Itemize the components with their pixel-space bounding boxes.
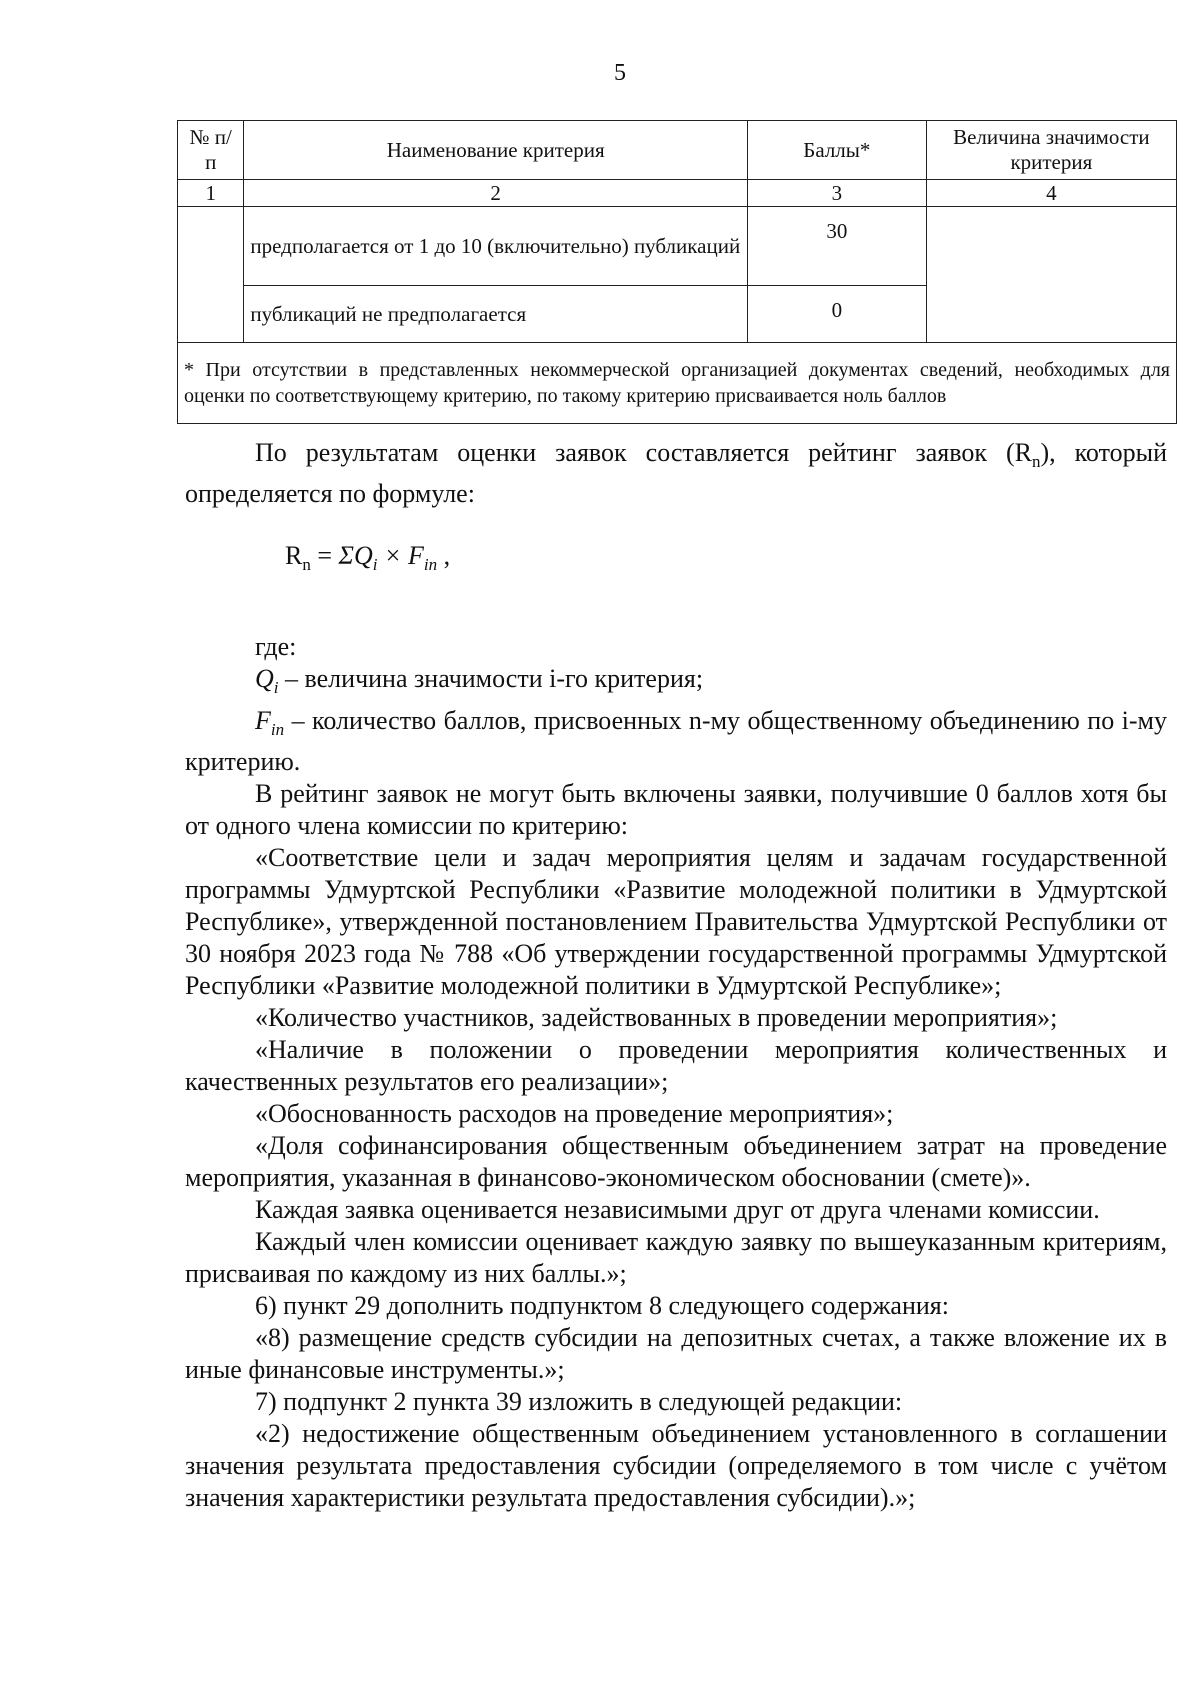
- paragraph-q-definition: [185, 663, 1167, 704]
- row-score: 30: [747, 207, 926, 286]
- criterion-item: «Доля софинансирования общественным объединением затрат на проведение мероприятия, указанная в финансово-экономическом обосновании (смете)».: [185, 1130, 1167, 1192]
- criterion-item: «Количество участников, задействованных в проведении мероприятия»;: [255, 1002, 1058, 1032]
- col-number-1: 1: [178, 180, 244, 207]
- criterion-item: «Наличие в положении о проведении мероприятия количественных и качественных результатов его реализации»;: [185, 1034, 1167, 1096]
- text-span: ), который определяется по формуле:: [185, 438, 1167, 509]
- row-criterion-name: публикаций не предполагается: [244, 286, 748, 343]
- subscript: n: [302, 555, 311, 575]
- subscript: i: [372, 555, 378, 575]
- paragraph-each-application: Каждая заявка оценивается независимыми друг от друга членами комиссии.: [255, 1194, 1100, 1224]
- formula-symbol: × F: [377, 541, 424, 571]
- paragraph-rating-exclusion: В рейтинг заявок не могут быть включены заявки, получившие 0 баллов хотя бы от одного члена комиссии по критерию:: [185, 778, 1167, 840]
- row-score: 0: [747, 286, 926, 343]
- paragraph-item-6-quote: «8) размещение средств субсидии на депозитных счетах, а также вложение их в иные финансовые инструменты.»;: [185, 1322, 1167, 1384]
- criterion-item: «Обоснованность расходов на проведение мероприятия»;: [255, 1098, 894, 1128]
- table-cell-empty: [926, 207, 1176, 343]
- header-weight: Величина значимости критерия: [926, 121, 1176, 180]
- paragraph-item-7-quote: «2) недостижение общественным объединением установленного в соглашении значения результата предоставления субсидии (определяемого в том числе с учётом значения характеристики результата предоставления субсидии).»;: [185, 1418, 1167, 1512]
- text-span: – величина значимости i-го критерия;: [278, 664, 704, 694]
- formula-symbol: ΣQ: [338, 541, 373, 571]
- page-number: 5: [614, 60, 626, 86]
- rating-formula: [285, 540, 1167, 581]
- document-body: [185, 437, 1167, 1514]
- paragraph-f-definition: [185, 705, 1167, 778]
- row-criterion-name: предполагается от 1 до 10 (включительно) публикаций: [244, 207, 748, 286]
- table-header-row: [178, 121, 1177, 180]
- paragraph-item-7: 7) подпункт 2 пункта 39 изложить в следующей редакции:: [255, 1386, 903, 1416]
- table-row: [178, 207, 1177, 286]
- criteria-table: [177, 120, 1177, 424]
- col-number-3: 3: [747, 180, 926, 207]
- col-number-2: 2: [244, 180, 748, 207]
- header-score: Баллы*: [747, 121, 926, 180]
- paragraph-item-6: 6) пункт 29 дополнить подпунктом 8 следующего содержания:: [255, 1290, 949, 1320]
- col-number-4: 4: [926, 180, 1176, 207]
- formula-symbol: R: [285, 541, 303, 571]
- table-footnote-row: [178, 343, 1177, 424]
- subscript: n: [1031, 452, 1041, 472]
- paragraph-rating-intro: [185, 437, 1167, 510]
- text-span: По результатам оценки заявок составляется рейтинг заявок (R: [255, 438, 1032, 467]
- formula-symbol: Q: [255, 664, 274, 694]
- formula-symbol: =: [310, 541, 339, 571]
- table-cell-empty: [178, 207, 244, 343]
- subscript: in: [423, 555, 438, 575]
- header-criterion-name: Наименование критерия: [244, 121, 748, 180]
- subscript: i: [273, 678, 279, 698]
- subscript: in: [270, 719, 285, 739]
- text-span: – количество баллов, присвоенных n-му общественному объединению по i-му критерию.: [185, 705, 1167, 776]
- criterion-item: «Соответствие цели и задач мероприятия целям и задачам государственной программы Удмуртской Республики «Развитие молодежной политики в Удмуртской Республике», утвержденной постановлением Правительства Удмуртской Республики от 30 ноября 2023 года № 788 «Об утверждении государственной программы Удмуртской Республики «Развитие молодежной политики в Удмуртской Республике»;: [185, 842, 1167, 1000]
- table-footnote: * При отсутствии в представленных некоммерческой организацией документах сведений, необходимых для оценки по соответствующему критерию, по такому критерию присваивается ноль баллов: [178, 343, 1177, 424]
- table-column-numbers-row: [178, 180, 1177, 207]
- formula-symbol: ,: [437, 541, 451, 571]
- header-number: № п/п: [178, 121, 244, 180]
- paragraph-where: где:: [255, 632, 297, 662]
- paragraph-member-evaluation: Каждый член комиссии оценивает каждую заявку по вышеуказанным критериям, присваивая по каждому из них баллы.»;: [185, 1226, 1167, 1288]
- formula-symbol: F: [255, 705, 271, 735]
